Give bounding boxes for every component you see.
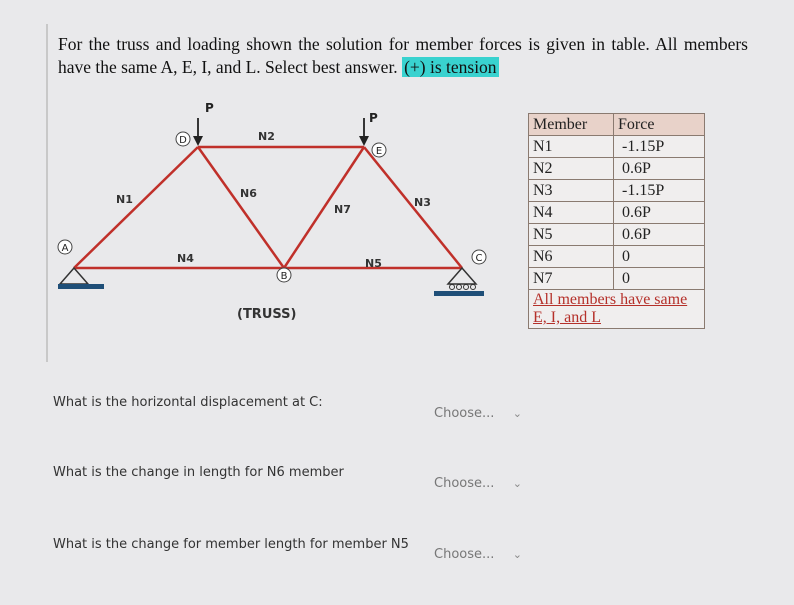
member-cell: N3 (529, 180, 614, 202)
member-cell: N4 (529, 202, 614, 224)
load-arrow-d (193, 118, 203, 146)
force-cell: 0.6P (614, 202, 705, 224)
node-a-label: A (61, 243, 69, 254)
table-row (529, 158, 705, 180)
select-value: Choose... (434, 475, 495, 491)
table-note: All members have same E, I, and L (529, 290, 705, 329)
member-label-n1: N1 (116, 193, 133, 206)
node-c-label: C (475, 253, 483, 264)
node-b-label: B (280, 271, 288, 282)
member-label-n7: N7 (334, 203, 351, 216)
table-row (529, 224, 705, 246)
member-n3 (364, 147, 462, 268)
question-3: What is the change for member length for member N5 (53, 537, 409, 552)
table-row (529, 246, 705, 268)
table-note-row (529, 290, 705, 329)
roller-support-c (434, 268, 484, 296)
table-header-force: Force (614, 114, 705, 136)
pin-support-a (58, 268, 104, 289)
load-label-e: P (369, 111, 378, 125)
question-1: What is the horizontal displacement at C: (53, 395, 323, 410)
force-cell: 0.6P (614, 224, 705, 246)
table-row (529, 202, 705, 224)
table-row (529, 136, 705, 158)
chevron-down-icon: ⌄ (512, 406, 522, 420)
force-cell: 0.6P (614, 158, 705, 180)
member-force-table (528, 113, 705, 329)
node-d-label: D (179, 135, 187, 146)
table-row (529, 268, 705, 290)
chevron-down-icon: ⌄ (512, 476, 522, 490)
tension-note-highlight: (+) is tension (404, 57, 497, 77)
load-label-d: P (205, 101, 214, 115)
answer-select-3[interactable] (428, 541, 528, 567)
member-cell: N6 (529, 246, 614, 268)
member-cell: N2 (529, 158, 614, 180)
member-cell: N5 (529, 224, 614, 246)
member-label-n3: N3 (414, 196, 431, 209)
truss-caption: (TRUSS) (237, 307, 297, 322)
member-cell: N7 (529, 268, 614, 290)
force-cell: -1.15P (614, 180, 705, 202)
member-label-n5: N5 (365, 257, 382, 270)
table-row (529, 180, 705, 202)
select-value: Choose... (434, 405, 495, 421)
force-cell: 0 (614, 268, 705, 290)
member-label-n2: N2 (258, 130, 275, 143)
member-label-n4: N4 (177, 252, 194, 265)
force-cell: -1.15P (614, 136, 705, 158)
load-arrow-e (359, 118, 369, 146)
node-e-label: E (375, 146, 383, 157)
question-2: What is the change in length for N6 member (53, 465, 344, 480)
statement-text: For the truss and loading shown the solution for member forces is given in table. All members have the same A, E, I, and L. Select best answer. (58, 34, 748, 77)
member-cell: N1 (529, 136, 614, 158)
table-header-member: Member (529, 114, 614, 136)
force-cell: 0 (614, 246, 705, 268)
member-label-n6: N6 (240, 187, 257, 200)
member-n1 (74, 147, 198, 268)
answer-select-2[interactable] (428, 470, 528, 496)
select-value: Choose... (434, 546, 495, 562)
answer-select-1[interactable] (428, 400, 528, 426)
member-n6 (198, 147, 284, 268)
member-n7 (284, 147, 364, 268)
chevron-down-icon: ⌄ (512, 547, 522, 561)
